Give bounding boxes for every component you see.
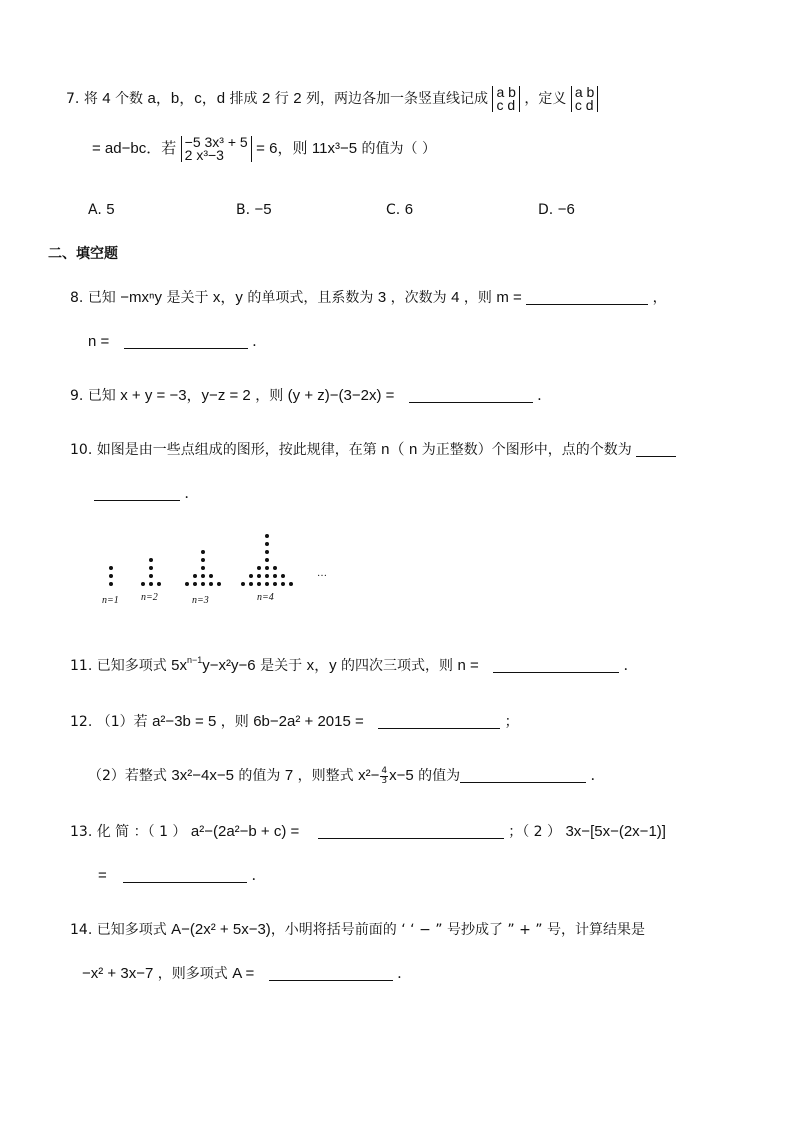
dot	[265, 542, 269, 546]
math: (y + z)−(3−2x) =	[287, 387, 395, 404]
answer-blank[interactable]	[409, 388, 533, 403]
dot	[257, 582, 261, 586]
dot	[265, 534, 269, 538]
det-row: 2 x³−3	[184, 147, 224, 163]
dot	[201, 566, 205, 570]
math: n	[408, 441, 418, 458]
exponent: n−1	[187, 655, 203, 665]
dot	[149, 566, 153, 570]
dot	[265, 566, 269, 570]
text: 的值为（ ）	[361, 141, 436, 157]
q14-line2	[82, 964, 411, 984]
math: y−x²y−6	[202, 657, 256, 674]
q14-number: 14.	[70, 922, 93, 938]
answer-blank-n[interactable]	[124, 334, 248, 349]
text: 如图是由一些点组成的图形，按此规律，在第	[96, 442, 377, 458]
text: 排成	[229, 91, 258, 107]
dot	[265, 550, 269, 554]
det-row: −5 3x³ + 5	[184, 134, 248, 150]
text: ．	[252, 334, 267, 350]
denominator: 3	[381, 775, 388, 786]
text: 行	[274, 91, 289, 107]
text: ．	[251, 868, 266, 884]
q7-option-d[interactable]	[538, 200, 575, 220]
text: ，则	[220, 714, 249, 730]
math: 11x³−5	[311, 140, 358, 157]
q8-line1	[70, 288, 667, 308]
math: −mxⁿy	[120, 289, 162, 306]
text: 是关于	[166, 290, 209, 306]
q11-line	[70, 656, 638, 676]
dot	[241, 582, 245, 586]
q14-line1	[70, 920, 645, 940]
text: ．	[623, 658, 638, 674]
dot	[209, 582, 213, 586]
math: −x² + 3x−7	[82, 965, 154, 982]
q9-line	[70, 386, 551, 406]
text: 的单项式，且系数为	[247, 290, 374, 306]
figure-label-n3: n=3	[192, 595, 209, 606]
dot	[193, 574, 197, 578]
math: = ad−bc．若	[92, 140, 177, 157]
math: 3x²−4x−5	[171, 767, 234, 784]
math: 4	[451, 289, 460, 306]
q8-line2	[88, 332, 266, 352]
text: ，	[652, 290, 667, 306]
option-value: −6	[557, 201, 575, 218]
text: （1）若	[96, 714, 148, 730]
text: 已知	[87, 290, 116, 306]
text: 已知多项式	[96, 658, 167, 674]
dot	[273, 566, 277, 570]
q10-line1	[70, 440, 676, 460]
figure-label-n1: n=1	[102, 595, 119, 606]
dot	[257, 566, 261, 570]
dot	[273, 574, 277, 578]
option-value: 6	[404, 201, 414, 218]
math: 2	[293, 90, 302, 107]
dot	[209, 574, 213, 578]
det-row: a b	[574, 84, 595, 100]
math: =	[98, 867, 107, 884]
numerator: 4	[381, 765, 388, 776]
dot	[157, 582, 161, 586]
option-label: C.	[386, 202, 401, 218]
answer-blank-1[interactable]	[378, 714, 500, 729]
fraction	[380, 767, 388, 786]
option-label: A.	[88, 202, 102, 218]
dot	[257, 574, 261, 578]
q7-option-c[interactable]	[386, 200, 413, 220]
q13-line2	[98, 866, 266, 886]
q7-option-a[interactable]	[88, 200, 115, 220]
text: 已知多项式	[96, 922, 167, 938]
dot	[265, 574, 269, 578]
text: ．	[397, 966, 412, 982]
math: 7	[284, 767, 294, 784]
math: 3x−[5x−(2x−1)]	[565, 823, 666, 840]
q9-number: 9.	[70, 388, 84, 404]
det-row: c d	[574, 97, 594, 113]
dot	[289, 582, 293, 586]
math: x，y	[212, 289, 243, 306]
option-label: B.	[236, 202, 251, 218]
dot	[201, 574, 205, 578]
text: ，则	[463, 290, 492, 306]
text: ，则	[255, 388, 284, 404]
q13-line1	[70, 822, 666, 842]
dot	[217, 582, 221, 586]
math: x−5	[389, 767, 414, 784]
figure-ellipsis: …	[317, 568, 327, 579]
dot	[185, 582, 189, 586]
determinant-expression	[181, 136, 252, 162]
figure-label-n4: n=4	[257, 592, 274, 603]
answer-blank-2[interactable]	[460, 768, 586, 783]
text: （2）若整式	[88, 768, 167, 784]
math: 2	[261, 90, 271, 107]
math: A =	[232, 965, 255, 982]
q10-number: 10.	[70, 442, 93, 458]
math: 5x	[171, 657, 188, 674]
q7-line1	[66, 86, 598, 112]
option-value: 5	[106, 201, 115, 218]
math: A−(2x² + 5x−3)	[171, 921, 271, 938]
determinant-abcd	[492, 86, 519, 112]
math: x²−	[358, 767, 380, 784]
answer-blank[interactable]	[493, 658, 619, 673]
q10-line2	[94, 484, 198, 504]
dot	[149, 558, 153, 562]
math: x，y	[306, 657, 337, 674]
text: ，则整式	[297, 768, 354, 784]
dot	[249, 582, 253, 586]
text: ，小明将括号前面的 ‘ ‘ − ” 号抄成了 ” + ” 号，计算结果是	[270, 922, 645, 938]
option-value: −5	[254, 201, 272, 218]
math: n =	[88, 333, 110, 350]
text: ，定义	[524, 91, 567, 107]
dot	[249, 574, 253, 578]
text: 为正整数）个图形中，点的个数为	[421, 442, 632, 458]
math: n =	[457, 657, 479, 674]
option-label: D.	[538, 202, 554, 218]
dot	[141, 582, 145, 586]
dot	[201, 558, 205, 562]
dot	[281, 574, 285, 578]
dot	[201, 582, 205, 586]
answer-blank[interactable]	[269, 966, 393, 981]
text: 的值为	[418, 768, 461, 784]
answer-blank-start[interactable]	[636, 442, 676, 457]
dot	[265, 558, 269, 562]
dot	[109, 574, 113, 578]
text: ；（ 2 ）	[508, 824, 562, 840]
q7-option-b[interactable]	[236, 200, 272, 220]
det-row: a b	[496, 84, 516, 100]
dot	[109, 566, 113, 570]
math: x + y = −3，y−z = 2	[120, 387, 251, 404]
text: ．	[590, 768, 605, 784]
text: ；	[504, 714, 519, 730]
dot	[109, 582, 113, 586]
text: 的四次三项式，则	[341, 658, 454, 674]
answer-blank-1[interactable]	[318, 824, 504, 839]
math: a²−(2a²−b + c) =	[190, 823, 300, 840]
det-row: c d	[496, 97, 516, 113]
q12-number: 12.	[70, 714, 93, 730]
q12-line2	[88, 766, 605, 786]
q13-number: 13.	[70, 824, 93, 840]
math: a²−3b = 5	[152, 713, 217, 730]
figure-label-n2: n=2	[141, 592, 158, 603]
text: 是关于	[260, 658, 303, 674]
text: 的值为	[238, 768, 281, 784]
text: ．	[537, 388, 552, 404]
section-heading: 二、填空题	[48, 246, 118, 262]
dot	[273, 582, 277, 586]
q11-number: 11.	[70, 658, 93, 674]
text: 个数	[115, 91, 144, 107]
dot	[149, 574, 153, 578]
text: ，次数为	[390, 290, 447, 306]
text: 已知	[87, 388, 116, 404]
q7-line2	[92, 136, 436, 162]
q12-line1	[70, 712, 519, 732]
text: 化 简 ：（ 1 ）	[96, 824, 187, 840]
text: 列，两边各加一条竖直线记成	[306, 91, 488, 107]
math: 6b−2a² + 2015 =	[253, 713, 364, 730]
determinant-abcd-def	[571, 86, 598, 112]
math: n（	[381, 441, 405, 458]
answer-blank-2[interactable]	[123, 868, 247, 883]
math: 4	[102, 90, 111, 107]
math: a，b，c，d	[147, 90, 226, 107]
dot	[201, 550, 205, 554]
text: 将	[83, 91, 98, 107]
dot	[281, 582, 285, 586]
math: = 6，则	[256, 140, 308, 157]
math: 3	[377, 289, 387, 306]
dot	[265, 582, 269, 586]
math: m =	[496, 289, 522, 306]
math-polynomial	[171, 657, 255, 674]
dot	[149, 582, 153, 586]
answer-blank-m[interactable]	[526, 290, 648, 305]
text: ，则多项式	[157, 966, 228, 982]
q7-number: 7.	[66, 91, 80, 107]
text: ．	[184, 486, 199, 502]
answer-blank-end[interactable]	[94, 486, 180, 501]
q8-number: 8.	[70, 290, 84, 306]
dot	[193, 582, 197, 586]
